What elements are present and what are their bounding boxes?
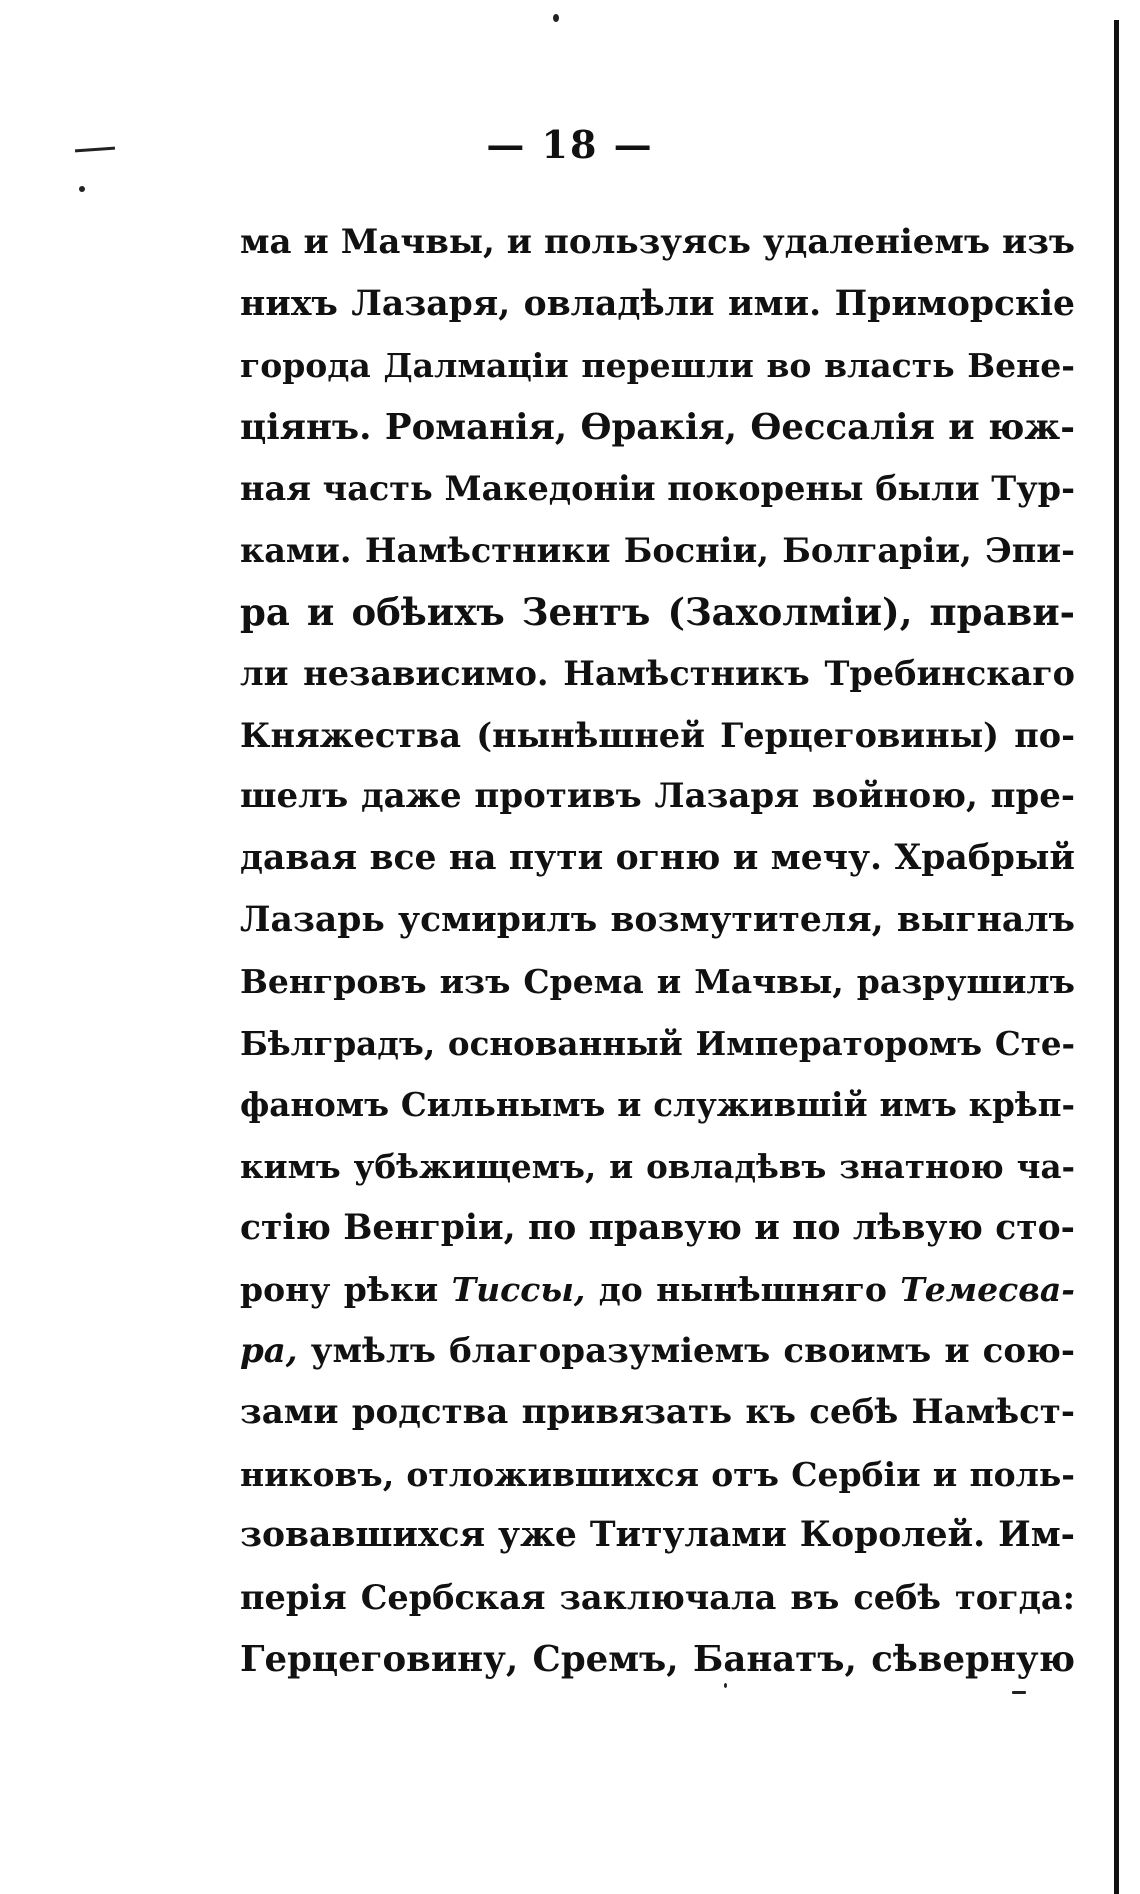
- italic-segment: ра,: [240, 1330, 298, 1371]
- italic-segment: Тиссы,: [451, 1270, 586, 1310]
- text-segment: Герцеговину, Сремъ, Банатъ, сѣверную: [240, 1638, 1075, 1680]
- text-line: [240, 397, 1075, 459]
- ink-speck: [553, 14, 559, 22]
- text-segment: шелъ даже противъ Лазаря войною, пре-: [240, 776, 1075, 817]
- text-line: [240, 705, 1075, 767]
- text-line: [240, 1198, 1075, 1260]
- text-line: [240, 1505, 1075, 1567]
- text-segment: города Далмаціи перешли во власть Вене-: [240, 346, 1075, 386]
- text-segment: ли независимо. Намѣстникъ Требинскаго: [240, 654, 1075, 694]
- ink-speck: [79, 186, 85, 192]
- text-line: [240, 582, 1075, 644]
- text-line: [240, 1444, 1075, 1506]
- text-segment: стію Венгріи, по правую и по лѣвую сто-: [240, 1207, 1075, 1248]
- text-line: [240, 274, 1075, 336]
- text-segment: Лазарь усмирилъ возмутителя, выгналъ: [240, 899, 1075, 940]
- text-segment: ра и обѣихъ Зентъ (Захолміи), прави-: [240, 589, 1075, 634]
- text-segment: ціянъ. Романія, Өракія, Өессалія и юж-: [240, 406, 1075, 448]
- text-line: [240, 890, 1075, 952]
- text-line: [240, 1074, 1075, 1136]
- text-line: [240, 828, 1075, 890]
- text-line: [240, 951, 1075, 1013]
- text-segment: умѣлъ благоразуміемъ своимъ и сою-: [297, 1330, 1075, 1371]
- ink-speck: [1012, 1691, 1026, 1694]
- body-text: [240, 212, 1075, 1690]
- text-line: [240, 1629, 1075, 1691]
- italic-segment: Темесва-: [900, 1270, 1075, 1310]
- text-segment: фаномъ Сильнымъ и служившій имъ крѣп-: [240, 1085, 1075, 1125]
- text-segment: Бѣлградъ, основанный Императоромъ Сте-: [240, 1023, 1075, 1063]
- text-segment: Венгровъ изъ Срема и Мачвы, разрушилъ: [240, 962, 1075, 1002]
- text-line: [240, 1259, 1075, 1321]
- text-line: [240, 1382, 1075, 1444]
- text-segment: кимъ убѣжищемъ, и овладѣвъ знатною ча-: [240, 1146, 1075, 1186]
- page-number: — 18 —: [486, 122, 654, 167]
- text-segment: до нынѣшняго: [585, 1270, 901, 1310]
- text-line: [240, 212, 1075, 274]
- text-segment: зовавшихся уже Титулами Королей. Им-: [240, 1515, 1075, 1556]
- text-segment: ками. Намѣстники Босніи, Болгаріи, Эпи-: [240, 530, 1075, 570]
- text-line: [240, 520, 1075, 582]
- text-segment: нихъ Лазаря, овладѣли ими. Приморскіе: [240, 283, 1075, 324]
- text-line: [240, 1013, 1075, 1075]
- text-segment: давая все на пути огню и мечу. Храбрый: [240, 837, 1075, 878]
- text-segment: зами родства привязать къ себѣ Намѣст-: [240, 1392, 1075, 1433]
- text-line: [240, 1567, 1075, 1629]
- text-segment: ма и Мачвы, и пользуясь удаленіемъ изъ: [240, 222, 1075, 262]
- text-segment: перія Сербская заключала въ себѣ тогда:: [240, 1578, 1075, 1618]
- text-line: [240, 335, 1075, 397]
- text-line: [240, 643, 1075, 705]
- text-segment: ная часть Македоніи покорены были Тур-: [240, 469, 1075, 509]
- text-line: [240, 766, 1075, 828]
- text-line: [240, 1321, 1075, 1383]
- page-edge-rule: [1114, 20, 1119, 1894]
- text-segment: Княжества (нынѣшней Герцеговины) по-: [240, 715, 1075, 755]
- text-line: [240, 1136, 1075, 1198]
- text-line: [240, 458, 1075, 520]
- text-segment: рону рѣки: [240, 1270, 452, 1310]
- text-segment: никовъ, отложившихся отъ Сербіи и поль-: [240, 1454, 1075, 1494]
